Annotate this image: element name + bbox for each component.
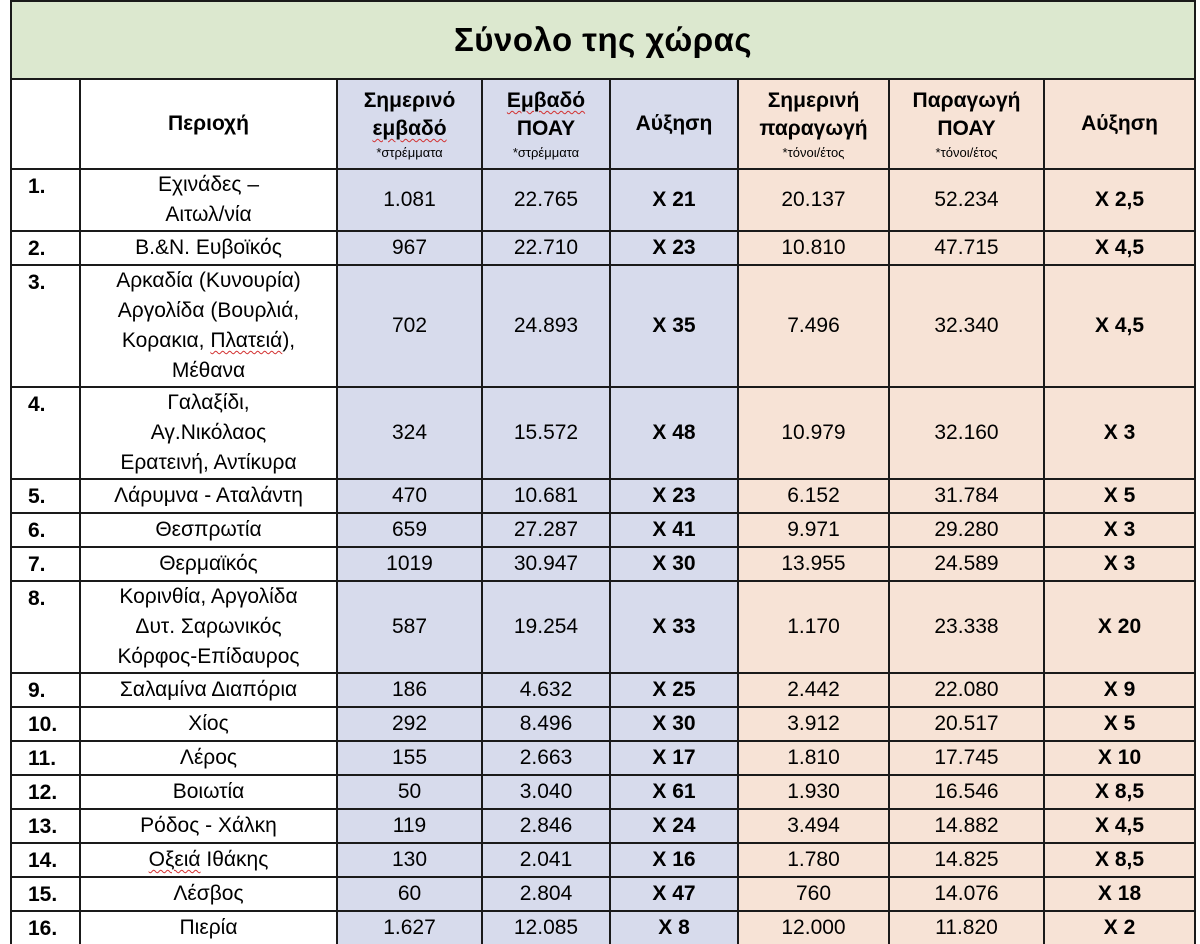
row-poay-production: 22.080 xyxy=(889,673,1044,707)
region-line: Ερατεινή, Αντίκυρα xyxy=(120,451,297,474)
table-row xyxy=(11,809,1195,843)
row-poay-production: 20.517 xyxy=(889,707,1044,741)
row-region xyxy=(80,479,337,513)
header-current-production-line2: παραγωγή xyxy=(759,117,868,140)
region-line: Δυτ. Σαρωνικός xyxy=(135,615,282,638)
row-number: 13. xyxy=(11,809,80,843)
row-current-area: 1.627 xyxy=(337,911,482,944)
table-row xyxy=(11,673,1195,707)
row-production-growth: Χ 3 xyxy=(1044,387,1195,479)
row-poay-area: 2.041 xyxy=(482,843,610,877)
row-current-production: 9.971 xyxy=(738,513,889,547)
row-area-growth: Χ 24 xyxy=(610,809,738,843)
header-poay-production-line1: Παραγωγή xyxy=(912,89,1021,112)
region-line: Κορακια, Πλατειά), xyxy=(121,329,296,352)
row-poay-production: 32.340 xyxy=(889,265,1044,387)
row-number: 3. xyxy=(11,265,80,387)
row-area-growth: Χ 47 xyxy=(610,877,738,911)
row-current-area: 130 xyxy=(337,843,482,877)
header-poay-area-line2: ΠΟΑΥ xyxy=(516,117,576,140)
header-poay-production xyxy=(889,79,1044,169)
row-number: 6. xyxy=(11,513,80,547)
row-poay-production: 47.715 xyxy=(889,231,1044,265)
row-region xyxy=(80,843,337,877)
row-production-growth: Χ 10 xyxy=(1044,741,1195,775)
row-area-growth: Χ 17 xyxy=(610,741,738,775)
row-region xyxy=(80,809,337,843)
row-current-area: 60 xyxy=(337,877,482,911)
header-poay-production-line2: ΠΟΑΥ xyxy=(937,117,996,140)
row-production-growth: Χ 5 xyxy=(1044,479,1195,513)
row-production-growth: Χ 18 xyxy=(1044,877,1195,911)
row-poay-production: 14.076 xyxy=(889,877,1044,911)
row-current-area: 587 xyxy=(337,581,482,673)
row-poay-area: 2.804 xyxy=(482,877,610,911)
region-line: Χίος xyxy=(188,712,229,735)
spellcheck-word: Οξειά xyxy=(148,848,201,871)
table-row xyxy=(11,775,1195,809)
table-row xyxy=(11,843,1195,877)
row-number: 7. xyxy=(11,547,80,581)
row-area-growth: Χ 8 xyxy=(610,911,738,944)
header-poay-area xyxy=(482,79,610,169)
row-area-growth: Χ 21 xyxy=(610,169,738,231)
header-current-production-line1: Σημερινή xyxy=(767,89,860,112)
row-current-area: 324 xyxy=(337,387,482,479)
row-number: 14. xyxy=(11,843,80,877)
row-region xyxy=(80,265,337,387)
row-current-production: 6.152 xyxy=(738,479,889,513)
row-current-area: 967 xyxy=(337,231,482,265)
region-line: Αργολίδα (Βουρλιά, xyxy=(117,299,300,322)
row-region xyxy=(80,581,337,673)
header-growth-production: Αύξηση xyxy=(1044,79,1195,169)
row-current-production: 7.496 xyxy=(738,265,889,387)
region-line: Κόρφος-Επίδαυρος xyxy=(117,645,300,668)
row-poay-production: 29.280 xyxy=(889,513,1044,547)
row-area-growth: Χ 41 xyxy=(610,513,738,547)
row-production-growth: Χ 4,5 xyxy=(1044,231,1195,265)
row-current-area: 119 xyxy=(337,809,482,843)
table-row xyxy=(11,231,1195,265)
row-poay-area: 22.765 xyxy=(482,169,610,231)
row-poay-area: 8.496 xyxy=(482,707,610,741)
row-current-production: 10.810 xyxy=(738,231,889,265)
row-number: 5. xyxy=(11,479,80,513)
row-current-production: 2.442 xyxy=(738,673,889,707)
header-row xyxy=(11,79,1195,169)
table-row xyxy=(11,911,1195,944)
row-poay-production: 11.820 xyxy=(889,911,1044,944)
row-current-area: 659 xyxy=(337,513,482,547)
row-number: 16. xyxy=(11,911,80,944)
row-current-production: 3.494 xyxy=(738,809,889,843)
row-region xyxy=(80,673,337,707)
row-poay-production: 14.882 xyxy=(889,809,1044,843)
table-row xyxy=(11,265,1195,387)
row-number: 4. xyxy=(11,387,80,479)
row-region xyxy=(80,231,337,265)
row-poay-area: 22.710 xyxy=(482,231,610,265)
row-area-growth: Χ 23 xyxy=(610,479,738,513)
table-row xyxy=(11,479,1195,513)
row-current-area: 50 xyxy=(337,775,482,809)
row-current-production: 760 xyxy=(738,877,889,911)
row-poay-production: 52.234 xyxy=(889,169,1044,231)
row-poay-area: 24.893 xyxy=(482,265,610,387)
row-current-area: 1019 xyxy=(337,547,482,581)
table-row xyxy=(11,877,1195,911)
row-poay-production: 24.589 xyxy=(889,547,1044,581)
header-poay-production-unit: *τόνοι/έτος xyxy=(935,145,998,160)
row-production-growth: Χ 3 xyxy=(1044,547,1195,581)
header-poay-area-line1: Εμβαδό xyxy=(506,89,586,112)
region-line: Μέθανα xyxy=(171,359,246,382)
header-number xyxy=(11,79,80,169)
region-line: Σαλαμίνα Διαπόρια xyxy=(119,678,298,701)
row-current-production: 3.912 xyxy=(738,707,889,741)
row-production-growth: Χ 3 xyxy=(1044,513,1195,547)
region-line: Θερμαϊκός xyxy=(159,552,258,575)
row-current-area: 1.081 xyxy=(337,169,482,231)
row-poay-production: 32.160 xyxy=(889,387,1044,479)
row-poay-area: 2.846 xyxy=(482,809,610,843)
region-line: Πιερία xyxy=(179,916,238,939)
row-current-area: 470 xyxy=(337,479,482,513)
region-line: Κορινθία, Αργολίδα xyxy=(119,585,298,608)
row-production-growth: Χ 5 xyxy=(1044,707,1195,741)
row-area-growth: Χ 61 xyxy=(610,775,738,809)
row-current-production: 1.780 xyxy=(738,843,889,877)
row-number: 1. xyxy=(11,169,80,231)
region-line: Λάρυμνα - Αταλάντη xyxy=(114,484,303,507)
row-production-growth: Χ 8,5 xyxy=(1044,775,1195,809)
row-production-growth: Χ 4,5 xyxy=(1044,809,1195,843)
row-poay-area: 3.040 xyxy=(482,775,610,809)
region-line: Λέσβος xyxy=(173,882,244,905)
row-production-growth: Χ 8,5 xyxy=(1044,843,1195,877)
region-line: Αγ.Νικόλαος xyxy=(150,421,267,444)
region-line: Γαλαξίδι, xyxy=(167,391,250,414)
region-line: Εχινάδες – xyxy=(157,173,260,196)
row-area-growth: Χ 33 xyxy=(610,581,738,673)
row-area-growth: Χ 30 xyxy=(610,547,738,581)
row-poay-area: 10.681 xyxy=(482,479,610,513)
header-region: Περιοχή xyxy=(80,79,337,169)
row-region xyxy=(80,707,337,741)
region-line: Οξειά Ιθάκης xyxy=(148,848,269,871)
row-current-area: 155 xyxy=(337,741,482,775)
row-poay-production: 17.745 xyxy=(889,741,1044,775)
row-area-growth: Χ 48 xyxy=(610,387,738,479)
header-current-area xyxy=(337,79,482,169)
header-current-area-line2: εμβαδό xyxy=(372,117,447,140)
region-line: Βοιωτία xyxy=(172,780,245,803)
table-title: Σύνολο της χώρας xyxy=(11,1,1195,79)
region-line: Αιτωλ/νία xyxy=(165,203,252,226)
row-production-growth: Χ 2 xyxy=(1044,911,1195,944)
header-current-production-unit: *τόνοι/έτος xyxy=(782,145,845,160)
table-row xyxy=(11,547,1195,581)
row-production-growth: Χ 20 xyxy=(1044,581,1195,673)
row-area-growth: Χ 30 xyxy=(610,707,738,741)
table-row xyxy=(11,513,1195,547)
row-number: 2. xyxy=(11,231,80,265)
table-row xyxy=(11,387,1195,479)
row-poay-production: 16.546 xyxy=(889,775,1044,809)
table-row xyxy=(11,169,1195,231)
row-region xyxy=(80,877,337,911)
row-area-growth: Χ 35 xyxy=(610,265,738,387)
row-poay-production: 14.825 xyxy=(889,843,1044,877)
row-production-growth: Χ 9 xyxy=(1044,673,1195,707)
row-poay-area: 30.947 xyxy=(482,547,610,581)
row-current-area: 186 xyxy=(337,673,482,707)
table-row xyxy=(11,707,1195,741)
row-region xyxy=(80,775,337,809)
row-current-production: 1.170 xyxy=(738,581,889,673)
row-number: 15. xyxy=(11,877,80,911)
data-table xyxy=(10,0,1196,944)
row-poay-area: 19.254 xyxy=(482,581,610,673)
row-number: 8. xyxy=(11,581,80,673)
region-line: Αρκαδία (Κυνουρία) xyxy=(116,269,301,292)
row-number: 11. xyxy=(11,741,80,775)
row-poay-production: 23.338 xyxy=(889,581,1044,673)
row-poay-area: 12.085 xyxy=(482,911,610,944)
row-region xyxy=(80,387,337,479)
header-growth-area: Αύξηση xyxy=(610,79,738,169)
row-area-growth: Χ 16 xyxy=(610,843,738,877)
row-area-growth: Χ 25 xyxy=(610,673,738,707)
row-region xyxy=(80,513,337,547)
row-area-growth: Χ 23 xyxy=(610,231,738,265)
row-production-growth: Χ 4,5 xyxy=(1044,265,1195,387)
row-poay-area: 2.663 xyxy=(482,741,610,775)
region-line: Θεσπρωτία xyxy=(155,518,262,541)
row-current-production: 20.137 xyxy=(738,169,889,231)
row-number: 9. xyxy=(11,673,80,707)
row-poay-area: 15.572 xyxy=(482,387,610,479)
region-line: Λέρος xyxy=(179,746,238,769)
row-number: 10. xyxy=(11,707,80,741)
row-region xyxy=(80,547,337,581)
header-current-area-unit: *στρέμματα xyxy=(376,145,443,160)
row-poay-area: 4.632 xyxy=(482,673,610,707)
header-poay-area-unit: *στρέμματα xyxy=(512,145,580,160)
row-current-production: 12.000 xyxy=(738,911,889,944)
row-current-production: 10.979 xyxy=(738,387,889,479)
row-current-production: 13.955 xyxy=(738,547,889,581)
row-current-production: 1.930 xyxy=(738,775,889,809)
row-current-area: 292 xyxy=(337,707,482,741)
table-row xyxy=(11,741,1195,775)
table-row xyxy=(11,581,1195,673)
spellcheck-word: Πλατειά xyxy=(210,329,283,352)
region-line: Β.&Ν. Ευβοϊκός xyxy=(135,236,282,259)
row-production-growth: Χ 2,5 xyxy=(1044,169,1195,231)
row-region xyxy=(80,741,337,775)
row-current-area: 702 xyxy=(337,265,482,387)
region-line: Ρόδος - Χάλκη xyxy=(140,814,277,837)
row-poay-area: 27.287 xyxy=(482,513,610,547)
row-poay-production: 31.784 xyxy=(889,479,1044,513)
row-region xyxy=(80,169,337,231)
header-current-area-line1: Σημερινό xyxy=(363,89,456,112)
header-current-production xyxy=(738,79,889,169)
row-region xyxy=(80,911,337,944)
row-current-production: 1.810 xyxy=(738,741,889,775)
row-number: 12. xyxy=(11,775,80,809)
